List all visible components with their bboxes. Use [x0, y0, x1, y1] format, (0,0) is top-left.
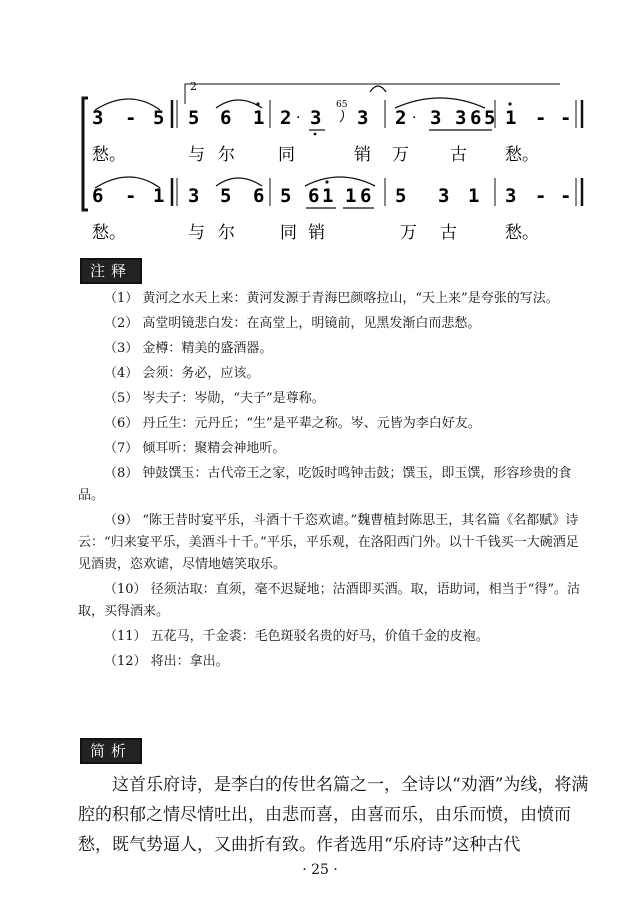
note-item: （11） 五花马，千金裘：毛色斑驳名贵的好马，价值千金的皮袍。 — [104, 629, 489, 644]
lyric: 愁。 — [92, 223, 126, 243]
note-item: （10） 径须沽取：直须，毫不迟疑地；沽酒即买酒。取，语助词，相当于“得”。沽取，买得酒来。 — [78, 582, 580, 619]
analysis-paragraph: 这首乐府诗，是李白的传世名篇之一，全诗以“劝酒”为线，将满腔的积郁之情尽情吐出，由悲而喜，由喜而乐，由乐而愤，由愤而愁，既气势逼人，又曲折有致。作者选用“乐府诗”这种古代 — [78, 775, 589, 855]
note-item: （3） 金樽：精美的盛酒器。 — [104, 341, 273, 356]
note: 5 — [188, 107, 200, 129]
note: - — [535, 185, 547, 207]
note: 3 — [188, 185, 200, 207]
note: 2 — [395, 107, 407, 129]
lyric: 愁。 — [505, 223, 539, 243]
note: 1 — [345, 185, 357, 207]
note: 5 — [220, 185, 232, 207]
lyric: 愁。 — [505, 145, 539, 165]
note: 6 — [470, 107, 482, 129]
note: 1 — [153, 185, 165, 207]
note: 6 — [253, 185, 265, 207]
score-svg — [0, 0, 640, 250]
note: 1 — [505, 107, 517, 129]
note: 5 — [484, 107, 496, 129]
lyric: 万 — [400, 223, 417, 243]
lyric: 与 — [188, 223, 205, 243]
lyric: 万 — [392, 145, 409, 165]
note: 1 — [468, 185, 480, 207]
lyric: 同 — [278, 145, 295, 165]
note-item: （2） 高堂明镜悲白发：在高堂上，明镜前，见黑发渐白而悲愁。 — [104, 316, 481, 331]
note: - — [125, 107, 137, 129]
note: 3 — [357, 107, 369, 129]
analysis-heading: 简析 — [80, 738, 142, 764]
lyric: 尔 — [218, 223, 235, 243]
note: 3 — [92, 107, 104, 129]
note-item: （1） 黄河之水天上来：黄河发源于青海巴颜喀拉山，“天上来”是夸张的写法。 — [104, 291, 559, 306]
lyric: 同 — [280, 223, 297, 243]
note: 1 — [322, 185, 334, 207]
note: 3 — [310, 107, 322, 129]
note: 3 — [455, 107, 467, 129]
staff2-notes — [92, 185, 571, 207]
notes-heading: 注释 — [80, 258, 142, 284]
lyric: 古 — [450, 145, 467, 165]
note: - — [560, 185, 572, 207]
page-number: · 25 · — [302, 862, 338, 878]
lyric: 销 — [308, 223, 325, 243]
note: - — [125, 185, 137, 207]
note-item: （6） 丹丘生：元丹丘；“生”是平辈之称。岑、元皆为李白好友。 — [104, 416, 481, 431]
note: 6 — [220, 107, 232, 129]
note-item: （9） “陈王昔时宴平乐，斗酒十千恣欢谑。”魏曹植封陈思王，其名篇《名都赋》诗云：“归来宴平乐，美酒斗十千。”平乐，平乐观，在洛阳西门外。以十千钱买一大碗酒足见酒贵，恣欢谑，尽情地嬉笑取乐。 — [78, 513, 579, 572]
note-item: （7） 倾耳听：聚精会神地听。 — [104, 441, 286, 456]
dot: · — [296, 110, 301, 126]
lyric: 愁。 — [92, 145, 126, 165]
lyric: 与 — [188, 145, 205, 165]
lyric: 古 — [440, 223, 457, 243]
note: 6 — [360, 185, 372, 207]
note-item: （4） 会须：务必，应该。 — [104, 366, 260, 381]
note: - — [535, 107, 547, 129]
note: 3 — [438, 185, 450, 207]
note: 6 — [92, 185, 104, 207]
lyric: 尔 — [218, 145, 235, 165]
note: 1 — [253, 107, 265, 129]
note: 2 — [280, 107, 292, 129]
grace-notes: 65 — [336, 100, 348, 110]
staff1-lyrics — [92, 145, 539, 165]
note: 5 — [280, 185, 292, 207]
notes-list — [78, 288, 588, 676]
note: - — [560, 107, 572, 129]
note: 3 — [505, 185, 517, 207]
volta-number: 2 — [190, 80, 197, 93]
staff2-lyrics — [92, 223, 539, 243]
music-score — [0, 0, 640, 250]
note: 5 — [153, 107, 165, 129]
note: 6 — [308, 185, 320, 207]
note-item: （12） 将出：拿出。 — [104, 654, 229, 669]
dot: · — [412, 110, 417, 126]
staff1-notes — [92, 107, 571, 129]
lyric: 销 — [354, 145, 371, 165]
note-item: （5） 岑夫子：岑勋，“夫子”是尊称。 — [104, 391, 325, 406]
note-item: （8） 钟鼓馔玉：古代帝王之家，吃饭时鸣钟击鼓；馔玉，即玉馔，形容珍贵的食品。 — [78, 466, 572, 503]
note: 5 — [395, 185, 407, 207]
note: 3 — [430, 107, 442, 129]
